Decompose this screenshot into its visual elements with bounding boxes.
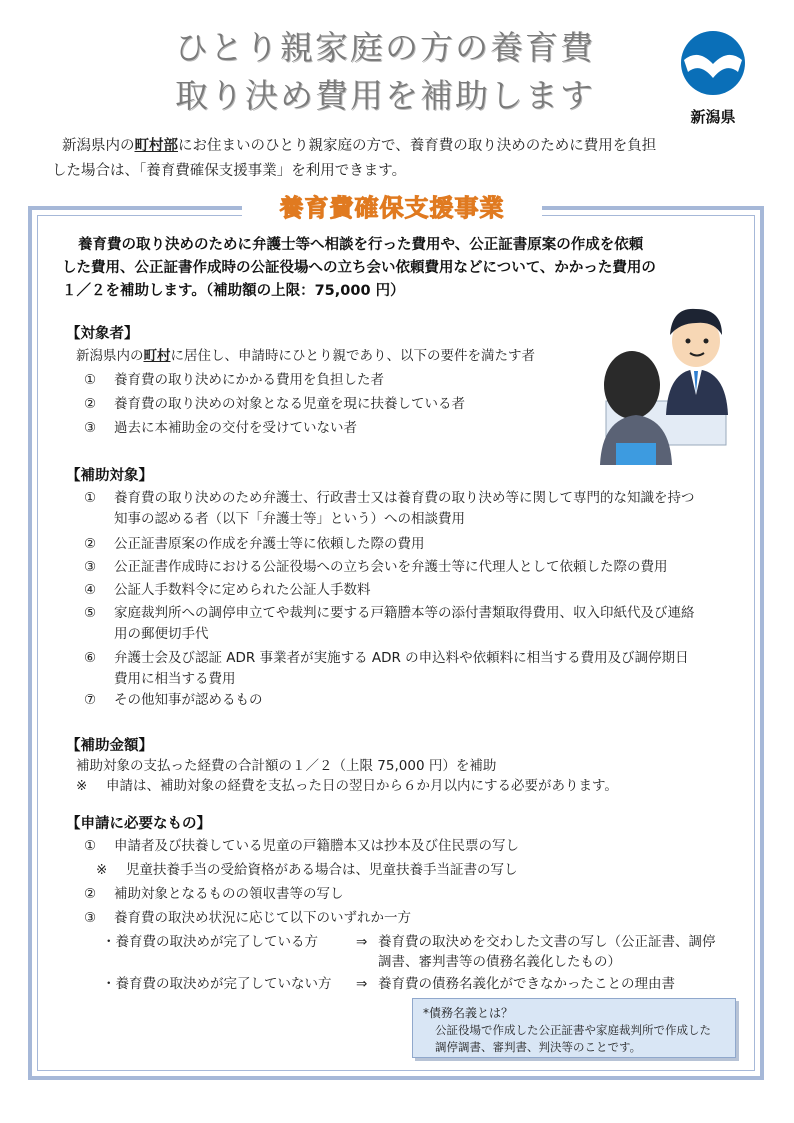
target-description xyxy=(76,346,535,367)
program-banner xyxy=(242,190,542,226)
lead-text xyxy=(62,234,742,304)
prefecture-emblem-icon xyxy=(680,30,746,100)
target-desc-b: 町村 xyxy=(143,348,171,364)
subsidy-item: ③ 公正証書作成時における公証役場への立ち会いを弁護士等に代理人として依頼した際の費用 xyxy=(84,559,668,575)
case2-text: 養育費の債務名義化ができなかったことの理由書 xyxy=(378,976,675,992)
target-heading: 【対象者】 xyxy=(66,326,139,342)
required-item-1: ① 申請者及び扶養している児童の戸籍謄本又は抄本及び住民票の写し xyxy=(84,838,519,854)
woman-hair xyxy=(604,351,660,419)
intro-line1-a: 新潟県内の xyxy=(62,138,135,154)
case1-arrow: ⇒ xyxy=(356,934,368,950)
amount-note: ※ 申請は、補助対象の経費を支払った日の翌日から６か月以内にする必要があります。 xyxy=(76,778,618,794)
amount-heading: 【補助金額】 xyxy=(66,738,153,754)
amount-line: 補助対象の支払った経費の合計額の１／２（上限 75,000 円）を補助 xyxy=(76,758,497,774)
intro-line1-b: 町村部 xyxy=(134,138,178,154)
target-item: ③ 過去に本補助金の交付を受けていない者 xyxy=(84,420,357,436)
lead-line3: １／２を補助します。（補助額の上限：75,000 円） xyxy=(62,283,405,300)
page-title-line1: ひとり親家庭の方の養育費 xyxy=(175,28,595,67)
subsidy-target-heading: 【補助対象】 xyxy=(66,468,153,484)
intro-line2: した場合は、「養育費確保支援事業」を利用できます。 xyxy=(52,162,407,179)
required-item-3: ③ 養育費の取決め状況に応じて以下のいずれか一方 xyxy=(84,910,411,926)
intro-line1-c: にお住まいのひとり親家庭の方で、養育費の取り決めのために費用を負担 xyxy=(178,138,657,154)
chair-shape xyxy=(616,443,656,465)
target-desc-a: 新潟県内の xyxy=(76,348,144,364)
subsidy-item: ⑤ 家庭裁判所への調停申立てや裁判に要する戸籍謄本等の添付書類取得費用、収入印紙代及び連絡 用の郵便切手代 xyxy=(84,605,695,642)
intro-line1 xyxy=(62,134,762,159)
lead-line1: 養育費の取り決めのために弁護士等へ相談を行った費用や、公正証書原案の作成を依頼 xyxy=(78,237,644,253)
required-item-2: ② 補助対象となるものの領収書等の写し xyxy=(84,886,344,902)
subsidy-item: ④ 公証人手数料令に定められた公証人手数料 xyxy=(84,582,371,598)
subsidy-item: ② 公正証書原案の作成を弁護士等に依頼した際の費用 xyxy=(84,536,425,552)
case2-arrow: ⇒ xyxy=(356,976,368,992)
subsidy-item: ① 養育費の取り決めのため弁護士、行政書士又は養育費の取り決め等に関して専門的な知識を持つ 知事の認める者（以下「弁護士等」という）への相談費用 xyxy=(84,490,695,527)
debt-title-note-box xyxy=(412,998,736,1058)
niigata-logo xyxy=(676,30,750,127)
subsidy-item: ⑦ その他知事が認めるもの xyxy=(84,692,263,708)
note-line2: 調停調書、審判書、判決等のことです。 xyxy=(435,1040,642,1055)
case1-text: 養育費の取決めを交わした文書の写し（公正証書、調停 xyxy=(378,934,716,950)
required-heading: 【申請に必要なもの】 xyxy=(66,816,211,832)
case2-label: ・養育費の取決めが完了していない方 xyxy=(102,976,332,992)
case1-text2: 調書、審判書等の債務名義化したもの） xyxy=(378,954,621,970)
target-item: ② 養育費の取り決めの対象となる児童を現に扶養している者 xyxy=(84,396,465,412)
subsidy-item: ⑥ 弁護士会及び認証 ADR 事業者が実施する ADR の申込料や依頼料に相当する費用及び調停期日 費用に相当する費用 xyxy=(84,650,689,687)
prefecture-name: 新潟県 xyxy=(690,108,736,126)
note-line1: 公証役場で作成した公正証書や家庭裁判所で作成した xyxy=(435,1023,711,1037)
target-desc-c: に居住し、申請時にひとり親であり、以下の要件を満たす者 xyxy=(170,348,535,364)
required-item-1-note: ※ 児童扶養手当の受給資格がある場合は、児童扶養手当証書の写し xyxy=(96,862,518,878)
note-title: *債務名義とは？ xyxy=(423,1006,514,1020)
page-title-line2: 取り決め費用を補助します xyxy=(175,76,595,115)
lead-line2: した費用、公正証書作成時の公証役場への立ち会い依頼費用などについて、かかった費用の xyxy=(62,260,656,277)
program-banner-label: 養育費確保支援事業 xyxy=(279,194,505,222)
consultation-illustration xyxy=(596,305,746,465)
intro-text xyxy=(52,134,762,183)
case1-label: ・養育費の取決めが完了している方 xyxy=(102,934,318,950)
target-item: ① 養育費の取り決めにかかる費用を負担した者 xyxy=(84,372,384,388)
